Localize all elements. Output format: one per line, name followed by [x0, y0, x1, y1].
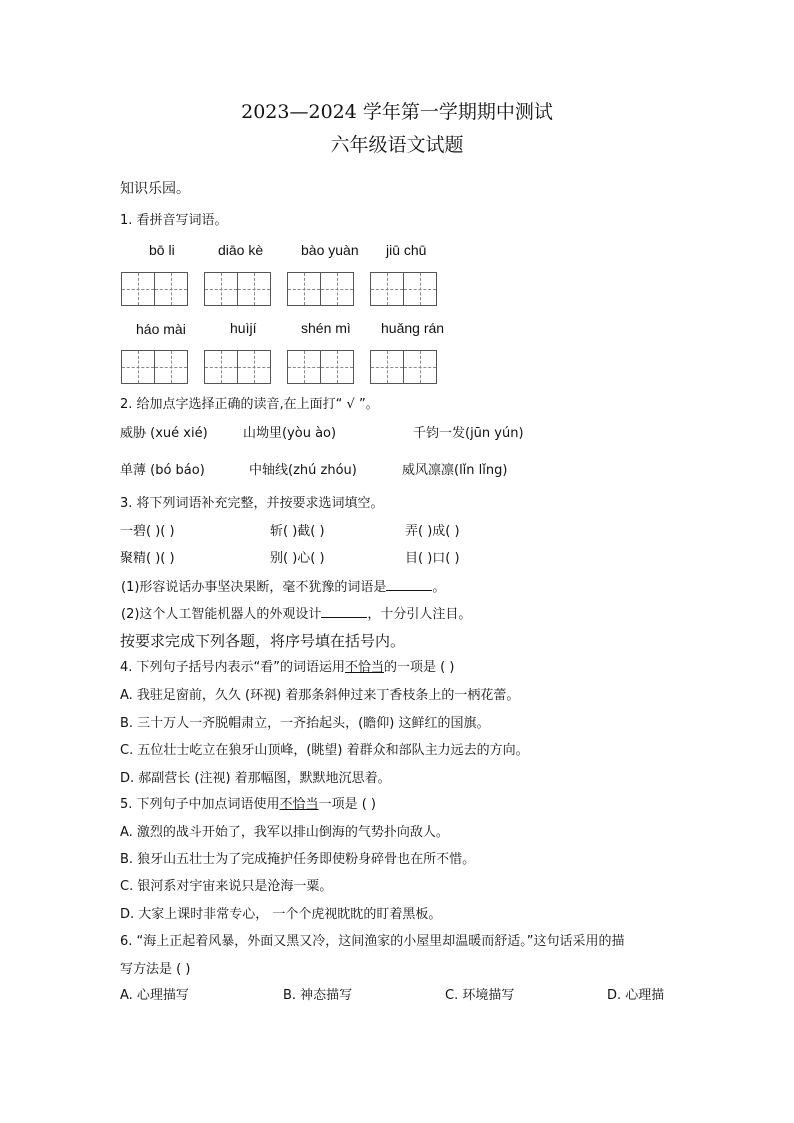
- q4-option[interactable]: A. 我驻足窗前，久久 (环视) 着那条斜伸过来丁香枝条上的一柄花蕾。: [120, 688, 520, 703]
- writing-grid[interactable]: [121, 350, 187, 384]
- reading-choice[interactable]: 山坳里(yòu ào): [243, 426, 337, 441]
- reading-choice[interactable]: 单薄 (bó báo): [120, 463, 205, 478]
- pinyin-label: háo mài: [136, 321, 186, 337]
- exam-title: 2023—2024 学年第一学期期中测试: [241, 101, 553, 123]
- q5-option[interactable]: B. 狼牙山五壮士为了完成掩护任务即使粉身碎骨也在所不惜。: [120, 852, 476, 867]
- writing-grid[interactable]: [204, 350, 270, 384]
- q5-stem-underlined: 不恰当: [279, 797, 319, 812]
- writing-grid[interactable]: [370, 350, 436, 384]
- pinyin-label: huǎng rán: [381, 320, 445, 336]
- q1-stem: 1. 看拼音写词语。: [120, 213, 228, 228]
- idiom-blank[interactable]: 斩( )截( ): [270, 524, 325, 539]
- pinyin-label: bào yuàn: [301, 242, 359, 258]
- pinyin-label: bō li: [149, 242, 175, 258]
- q3-sub1-text: (1)形容说话办事坚决果断，毫不犹豫的词语是: [121, 580, 387, 595]
- pinyin-label: diāo kè: [218, 242, 264, 258]
- q3-sub1: [121, 578, 445, 596]
- reading-choice[interactable]: 威胁 (xué xié): [120, 426, 208, 441]
- q5-option[interactable]: C. 银河系对宇宙来说只是沧海一粟。: [120, 879, 333, 894]
- q4-stem-underlined: 不恰当: [345, 660, 385, 675]
- q3-sub2-end: ，十分引人注目。: [367, 607, 472, 622]
- q3-sub2-text: (2)这个人工智能机器人的外观设计: [121, 607, 322, 622]
- writing-grid[interactable]: [287, 350, 353, 384]
- reading-choice[interactable]: 威风凛凛(lǐn lǐng): [402, 463, 508, 478]
- q5-stem-tail: 一项是 ( ): [318, 797, 376, 812]
- q5-stem: [120, 797, 376, 813]
- q2-stem: 2. 给加点字选择正确的读音,在上面打“ √ ”。: [120, 397, 379, 412]
- q4-stem: [120, 660, 454, 676]
- writing-grid[interactable]: [287, 272, 353, 306]
- exam-subtitle: 六年级语文试题: [330, 134, 464, 156]
- q4-stem-text: 4. 下列句子括号内表示“看”的词语运用: [120, 660, 346, 675]
- section-heading-knowledge: 知识乐园。: [120, 181, 190, 197]
- reading-choice[interactable]: 中轴线(zhú zhóu): [249, 463, 357, 478]
- writing-grid[interactable]: [204, 272, 270, 306]
- q3-sub2: [121, 605, 471, 623]
- q5-option[interactable]: D. 大家上课时非常专心， 一个个虎视眈眈的盯着黑板。: [120, 907, 442, 922]
- idiom-blank[interactable]: 目( )口( ): [405, 551, 460, 566]
- q6-option[interactable]: D. 心理描: [607, 988, 665, 1003]
- q6-option[interactable]: C. 环境描写: [445, 988, 515, 1003]
- q3-stem: 3. 将下列词语补充完整，并按要求选词填空。: [120, 496, 384, 511]
- q4-option[interactable]: B. 三十万人一齐脱帽肃立，一齐抬起头，(瞻仰) 这鲜红的国旗。: [120, 716, 490, 731]
- q6-option[interactable]: B. 神态描写: [283, 988, 353, 1003]
- q6-stem-line1: 6. “海上正起着风暴，外面又黑又冷，这间渔家的小屋里却温暖而舒适。”这句话采用的描: [120, 934, 625, 949]
- q5-stem-text: 5. 下列句子中加点词语使用: [120, 797, 280, 812]
- pinyin-label: huìjí: [230, 320, 257, 336]
- q4-option[interactable]: D. 郝副营长 (注视) 着那幅图，默默地沉思着。: [120, 771, 391, 786]
- pinyin-label: shén mì: [301, 320, 351, 336]
- q3-sub1-end: 。: [432, 580, 446, 595]
- idiom-blank[interactable]: 弄( )成( ): [405, 524, 460, 539]
- q6-stem-line2: 写方法是 ( ): [120, 962, 191, 977]
- q4-option[interactable]: C. 五位壮士屹立在狼牙山顶峰，(眺望) 着群众和部队主力远去的方向。: [120, 743, 529, 758]
- writing-grid[interactable]: [121, 272, 187, 306]
- writing-grid[interactable]: [370, 272, 436, 306]
- reading-choice[interactable]: 千钧一发(jūn yún): [413, 426, 524, 441]
- section-heading-instructions: 按要求完成下列各题，将序号填在括号内。: [120, 632, 406, 650]
- idiom-blank[interactable]: 一碧( )( ): [120, 524, 175, 539]
- q6-option[interactable]: A. 心理描写: [120, 988, 189, 1003]
- pinyin-label: jiū chū: [386, 242, 427, 258]
- fill-blank[interactable]: [386, 578, 432, 591]
- idiom-blank[interactable]: 别( )心( ): [270, 551, 325, 566]
- q5-option[interactable]: A. 激烈的战斗开始了，我军以排山倒海的气势扑向敌人。: [120, 825, 449, 840]
- q4-stem-tail: 的一项是 ( ): [384, 660, 455, 675]
- idiom-blank[interactable]: 聚精( )( ): [120, 551, 175, 566]
- fill-blank[interactable]: [321, 605, 367, 618]
